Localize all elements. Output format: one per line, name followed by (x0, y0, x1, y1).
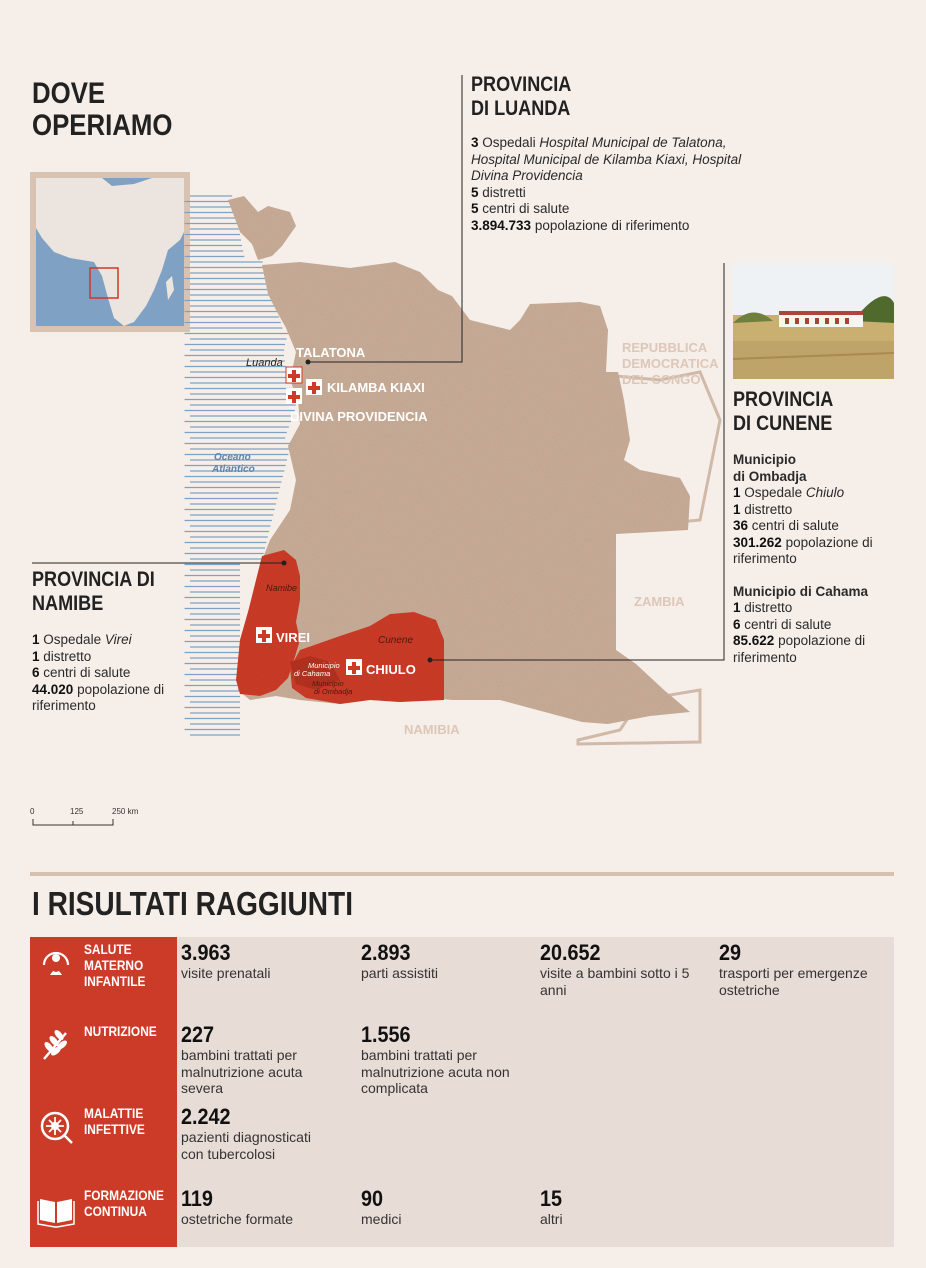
label-chiulo: CHIULO (366, 662, 416, 677)
label-namibe: Namibe (266, 583, 298, 593)
stat-label: visite prenatali (181, 965, 271, 981)
category-cell (30, 1183, 177, 1247)
label-cahama-2: di Cahama (294, 669, 331, 678)
label-kilamba: KILAMBA KIAXI (327, 380, 425, 395)
category-cell (30, 1019, 177, 1101)
stat-label: visite a bambini sotto i 5 anni (540, 965, 690, 998)
category-label: MALATTIE INFETTIVE (84, 1105, 145, 1137)
page-title: DOVE OPERIAMO (32, 77, 173, 142)
label-ombadja-2: di Ombadja (314, 687, 353, 696)
label-namibia: NAMIBIA (404, 722, 460, 737)
label-ombadja-1: Municipio (312, 679, 344, 688)
results-table (30, 937, 894, 1247)
stat-item (719, 941, 894, 998)
stat-value: 227 (181, 1022, 215, 1047)
label-drc-2: DEMOCRATICA (622, 356, 719, 371)
namibe-details: 1 Ospedale Virei 1 distretto 6 centri di salute 44.020 popolazione di riferimento (32, 632, 165, 713)
stat-item (361, 1023, 536, 1097)
section-divider (30, 872, 894, 876)
category-cell (30, 937, 177, 1019)
stat-label: pazienti diagnosticati con tubercolosi (181, 1129, 311, 1162)
stat-value: 29 (719, 940, 742, 965)
stat-item (540, 941, 715, 998)
category-label: NUTRIZIONE (84, 1023, 157, 1039)
hospital-marker-divina (286, 388, 302, 404)
label-virei: VIREI (276, 630, 310, 645)
hospital-photo (733, 263, 894, 379)
scale-tick-0: 0 (30, 807, 35, 816)
namibe-info-block (32, 568, 192, 715)
cunene-info-block (733, 388, 908, 666)
category-label: FORMAZIONE CONTINUA (84, 1187, 164, 1219)
label-drc-3: DEL CONGO (622, 372, 701, 387)
stat-item (181, 1187, 356, 1228)
label-cahama-1: Municipio (308, 661, 340, 670)
stat-label: bambini trattati per malnutrizione acuta severa (181, 1047, 303, 1096)
hospital-marker-virei (256, 627, 272, 643)
label-cunene: Cunene (378, 635, 414, 646)
hospital-marker-chiulo (346, 659, 362, 675)
label-ocean-2: Atlantico (212, 464, 255, 475)
luanda-title: PROVINCIA DI LUANDA (471, 73, 572, 120)
results-row (30, 937, 894, 1019)
scale-tick-125: 125 (70, 807, 84, 816)
stat-label: trasporti per emergenze ostetriche (719, 965, 868, 998)
book-icon (36, 1189, 76, 1229)
stat-label: ostetriche formate (181, 1211, 294, 1227)
stat-value: 3.963 (181, 940, 231, 965)
label-luanda-city: Luanda (246, 357, 283, 369)
cunene-details: Municipio di Ombadja 1 Ospedale Chiulo 1 distretto 36 centri di salute 301.262 popolazione di riferimento Municipio di Cahama 1 distretto 6 centri di salute 85.622 popolazione di riferimento (733, 452, 873, 665)
results-row (30, 1183, 894, 1247)
label-zambia: ZAMBIA (634, 594, 685, 609)
label-divina: DIVINA PROVIDENCIA (290, 409, 428, 424)
stat-label: medici (361, 1211, 402, 1227)
label-talatona: TALATONA (296, 345, 366, 360)
stat-value: 2.893 (361, 940, 411, 965)
label-drc-1: REPUBBLICA (622, 340, 708, 355)
stat-value: 119 (181, 1186, 213, 1211)
stat-value: 2.242 (181, 1104, 231, 1129)
stat-label: parti assistiti (361, 965, 439, 981)
scale-tick-250: 250 km (112, 807, 139, 816)
stat-item (181, 1023, 356, 1097)
namibe-title: PROVINCIA DI NAMIBE (32, 568, 155, 615)
stat-value: 15 (540, 1186, 563, 1211)
results-row (30, 1019, 894, 1101)
virus-icon (36, 1107, 76, 1147)
stat-value: 20.652 (540, 940, 601, 965)
stat-value: 1.556 (361, 1022, 411, 1047)
category-cell (30, 1101, 177, 1183)
stat-label: bambini trattati per malnutrizione acuta non complicata (361, 1047, 510, 1096)
label-ocean-1: Oceano (214, 452, 251, 463)
hospital-marker-talatona (286, 367, 302, 383)
stat-item (181, 941, 356, 982)
stat-value: 90 (361, 1186, 384, 1211)
stat-label: altri (540, 1211, 563, 1227)
mother-child-icon (36, 943, 76, 983)
stat-item (361, 941, 536, 982)
stat-item (540, 1187, 715, 1228)
stat-item (181, 1105, 356, 1162)
category-label: SALUTE MATERNO INFANTILE (84, 941, 146, 989)
results-title: I RISULTATI RAGGIUNTI (32, 885, 353, 922)
hospital-marker-kilamba (306, 379, 322, 395)
results-row (30, 1101, 894, 1183)
luanda-info-block (471, 73, 771, 234)
cunene-title: PROVINCIA DI CUNENE (733, 388, 834, 435)
stat-item (361, 1187, 536, 1228)
wheat-icon (36, 1025, 76, 1065)
scale-bar (30, 807, 150, 829)
luanda-details: 3 Ospedali Hospital Municipal de Talatona, Hospital Municipal de Kilamba Kiaxi, Hospital Divina Providencia 5 distretti 5 centri di salute 3.894.733 popolazione di riferimento (471, 135, 742, 233)
